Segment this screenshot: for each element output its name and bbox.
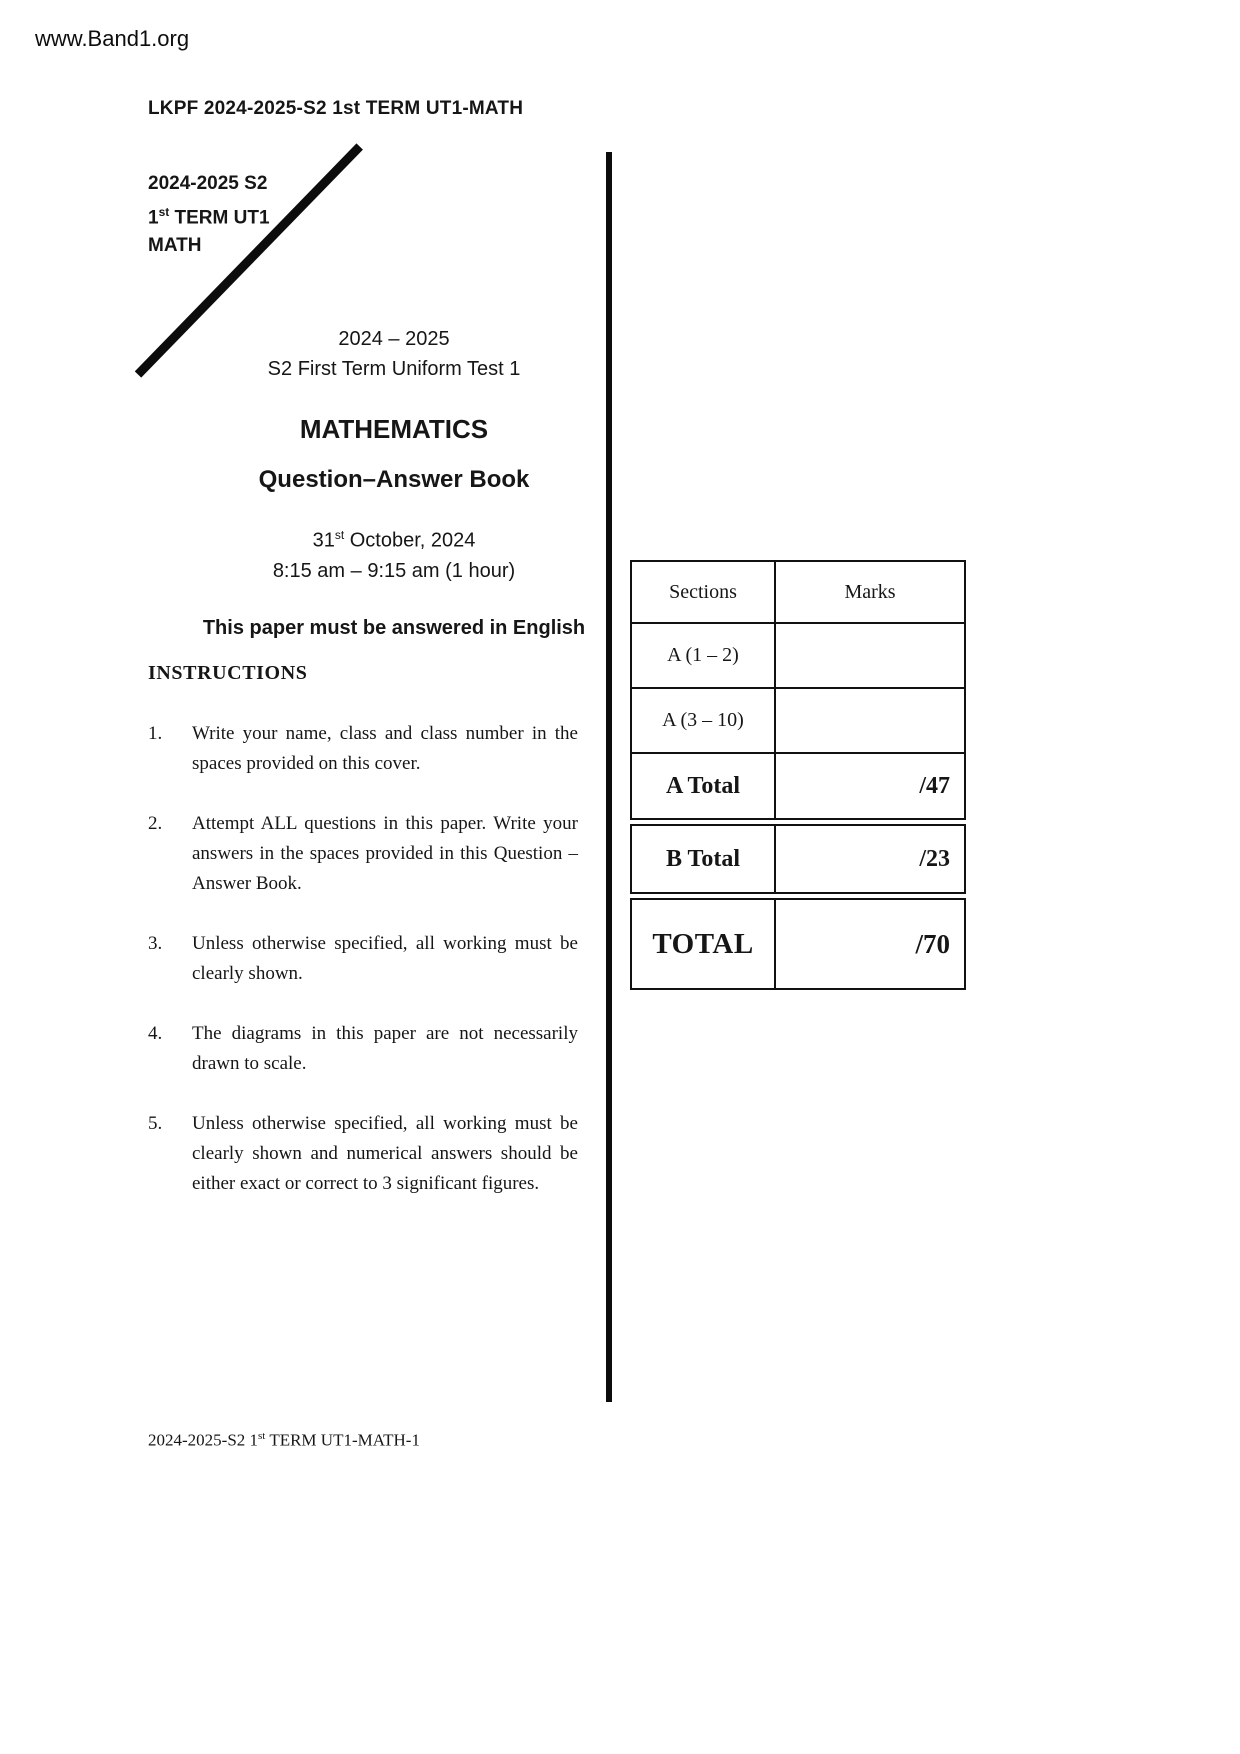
instruction-number: 5. [148, 1113, 163, 1134]
stamp-line3: MATH [148, 235, 202, 257]
header-marks-cell: Marks [844, 580, 896, 603]
table-row [632, 622, 964, 687]
instruction-text: Write your name, class and class number in the spaces provided on this cover. [192, 723, 578, 774]
instruction-text: Attempt ALL questions in this paper. Write your answers in the spaces provided in this Question – Answer Book. [192, 813, 578, 894]
cover-date [148, 520, 640, 556]
vertical-divider-line [606, 152, 612, 1402]
instruction-number: 3. [148, 933, 163, 954]
table-row [632, 687, 964, 752]
instruction-number: 1. [148, 723, 163, 744]
section-cell: B Total [632, 826, 776, 892]
cover-year: 2024 – 2025 [338, 328, 450, 350]
instruction-number: 2. [148, 813, 163, 834]
marks-cell: /47 [919, 772, 950, 799]
cover-book-title: Question–Answer Book [258, 466, 530, 493]
footer-sup: st [258, 1430, 266, 1442]
document-header-title: LKPF 2024-2025-S2 1st TERM UT1-MATH [148, 98, 524, 119]
instruction-item [148, 1019, 578, 1079]
page-footer [148, 1430, 420, 1451]
footer-pre: 2024-2025-S2 1 [148, 1430, 259, 1450]
instruction-item [148, 719, 578, 779]
section-cell: A (1 – 2) [632, 624, 776, 687]
stamp-line2-post: TERM UT1 [169, 207, 270, 229]
instruction-item [148, 929, 578, 989]
stamp-line2-pre: 1 [148, 207, 159, 229]
instruction-number: 4. [148, 1023, 163, 1044]
marks-cell: /70 [915, 928, 950, 959]
instruction-text: Unless otherwise specified, all working must be clearly shown and numerical answers should be either exact or correct to 3 significant figures. [192, 1113, 578, 1194]
marks-table-section-total [630, 898, 966, 990]
table-row-a-total [632, 752, 964, 818]
instruction-item [148, 1109, 578, 1199]
header-sections-cell: Sections [632, 562, 776, 622]
instruction-item [148, 809, 578, 899]
cover-time: 8:15 am – 9:15 am (1 hour) [272, 559, 516, 582]
table-row-b-total [632, 826, 964, 892]
marks-table-header-row [632, 562, 964, 622]
instruction-text: Unless otherwise specified, all working must be clearly shown. [192, 933, 578, 984]
stamp-line1: 2024-2025 S2 [148, 173, 268, 194]
cover-date-post: October, 2024 [344, 529, 476, 552]
section-cell: A Total [632, 754, 776, 818]
stamp-block [148, 170, 270, 260]
section-cell: A (3 – 10) [632, 689, 776, 752]
cover-center-block [148, 324, 640, 640]
cover-language-note: This paper must be answered in English [202, 616, 586, 639]
instruction-text: The diagrams in this paper are not necessarily drawn to scale. [192, 1023, 578, 1074]
section-cell: TOTAL [632, 900, 776, 988]
marks-table [630, 560, 966, 994]
cover-date-pre: 31 [312, 529, 335, 552]
cover-date-sup: st [334, 528, 345, 542]
marks-table-section-b [630, 824, 966, 894]
marks-table-section-a [630, 560, 966, 820]
stamp-line2 [148, 198, 270, 232]
marks-cell: /23 [919, 845, 950, 872]
table-row-grand-total [632, 900, 964, 988]
cover-subject: MATHEMATICS [299, 414, 489, 444]
footer-post: TERM UT1-MATH-1 [265, 1430, 420, 1450]
cover-test-name: S2 First Term Uniform Test 1 [267, 358, 521, 380]
stamp-line2-sup: st [158, 205, 170, 219]
instructions-section [148, 662, 578, 1229]
site-watermark: www.Band1.org [35, 26, 190, 51]
instructions-heading: INSTRUCTIONS [148, 662, 308, 684]
